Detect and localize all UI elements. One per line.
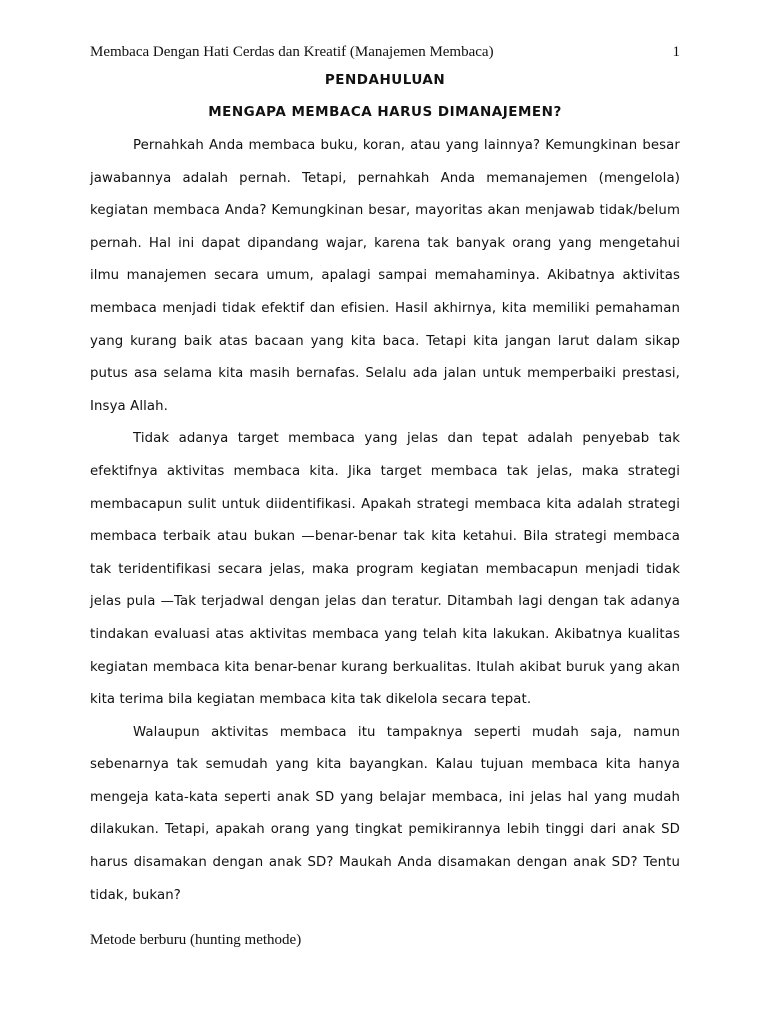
paragraph-3: Walaupun aktivitas membaca itu tampaknya seperti mudah saja, namun sebenarnya tak semudah yang kita bayangkan. Kalau tujuan membaca kita hanya mengeja kata-kata seperti anak SD yang belajar membaca, ini jelas hal yang mudah dilakukan. Tetapi, apakah orang yang tingkat pemikirannya lebih tinggi dari anak SD harus disamakan dengan anak SD? Maukah Anda disamakan dengan anak SD? Tentu tidak, bukan? (90, 724, 680, 903)
chapter-subtitle: MENGAPA MEMBACA HARUS DIMANAJEMEN? (208, 104, 562, 120)
paragraph-1: Pernahkah Anda membaca buku, koran, atau yang lainnya? Kemungkinan besar jawabannya adalah pernah. Tetapi, pernahkah Anda memanajemen (mengelola) kegiatan membaca Anda? Kemungkinan besar, mayoritas akan menjawab tidak/belum pernah. Hal ini dapat dipandang wajar, karena tak banyak orang yang mengetahui ilmu manajemen secara umum, apalagi sampai memahaminya. Akibatnya aktivitas membaca menjadi tidak efektif dan efisien. Hasil akhirnya, kita memiliki pemahaman yang kurang baik atas bacaan yang kita baca. Tetapi kita jangan larut dalam sikap putus asa selama kita masih bernafas. Selalu ada jalan untuk memperbaiki prestasi, Insya Allah. (90, 138, 680, 414)
section-heading: Metode berburu (hunting methode) (90, 932, 302, 948)
paragraph-2: Tidak adanya target membaca yang jelas dan tepat adalah penyebab tak efektifnya aktivitas membaca kita. Jika target membaca tak jelas, maka strategi membacapun sulit untuk diidentifikasi. Apakah strategi membaca kita adalah strategi membaca terbaik atau bukan —benar-benar tak kita ketahui. Bila strategi membaca tak teridentifikasi secara jelas, maka program kegiatan membacapun menjadi tidak jelas pula —Tak terjadwal dengan jelas dan teratur. Ditambah lagi dengan tak adanya tindakan evaluasi atas aktivitas membaca yang telah kita lakukan. Akibatnya kualitas kegiatan membaca kita benar-benar kurang berkualitas. Itulah akibat buruk yang akan kita terima bila kegiatan membaca kita tak dikelola secara tepat. (90, 431, 680, 708)
running-header (90, 44, 680, 61)
body-text (90, 130, 680, 912)
page-number: 1 (672, 44, 680, 60)
running-title: Membaca Dengan Hati Cerdas dan Kreatif (Manajemen Membaca) (90, 44, 494, 60)
chapter-title: PENDAHULUAN (324, 72, 446, 88)
